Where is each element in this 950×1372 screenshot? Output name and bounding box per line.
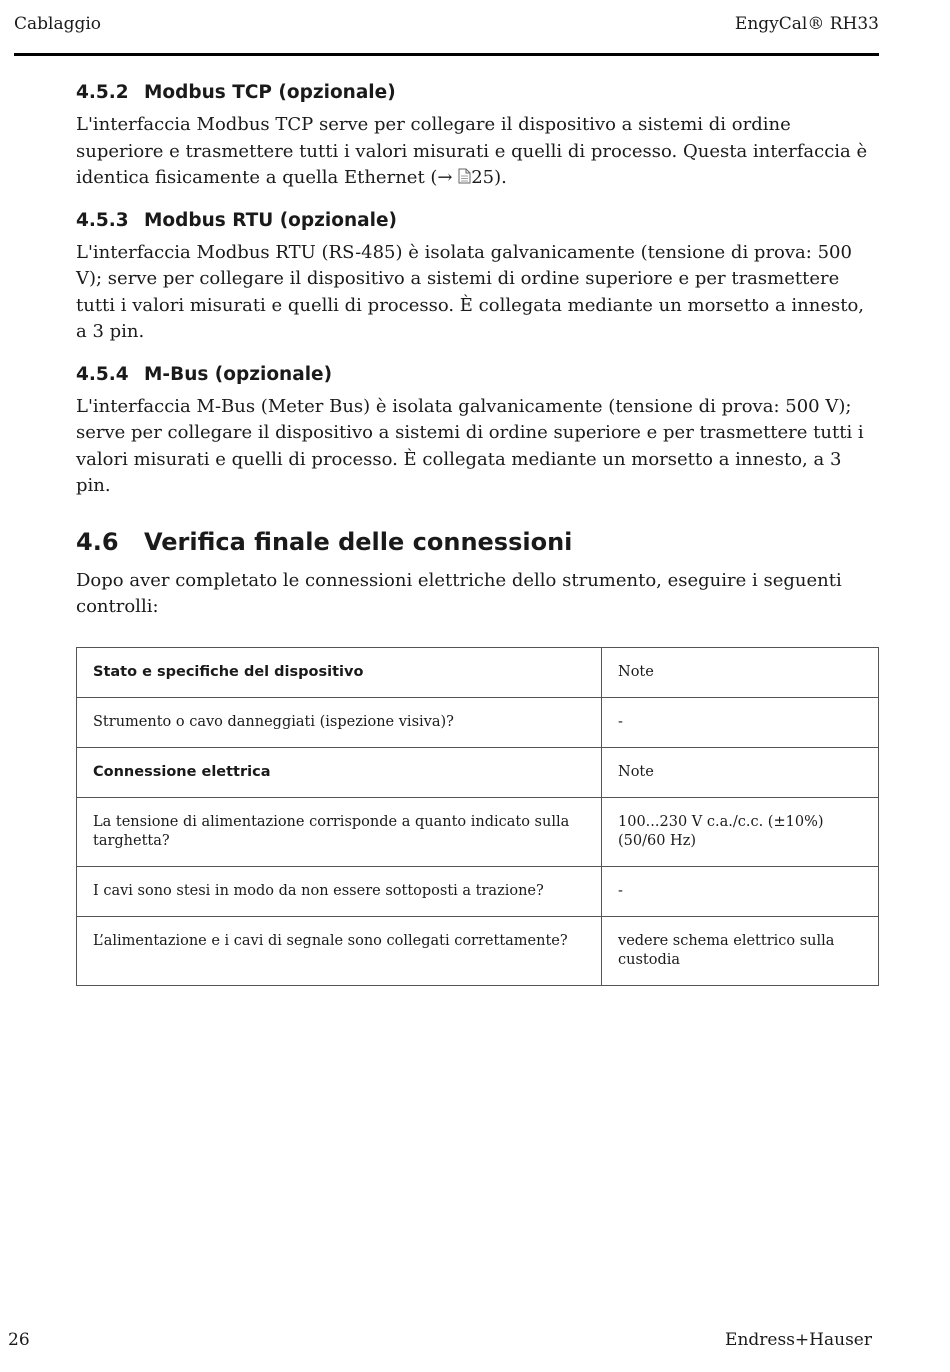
table-row: [77, 916, 879, 985]
checklist-table: [76, 647, 879, 986]
table-row: [77, 797, 879, 866]
document-icon[interactable]: [458, 169, 471, 187]
section-heading-4-5-4: [76, 364, 879, 385]
section-title: Modbus RTU (opzionale): [144, 209, 397, 231]
page-number: 26: [8, 1330, 30, 1350]
table-cell: Stato e specifiche del dispositivo: [77, 647, 602, 697]
page-reference[interactable]: 25).: [471, 167, 507, 188]
table-row: [77, 697, 879, 747]
table-cell: L’alimentazione e i cavi di segnale sono collegati correttamente?: [77, 916, 602, 985]
footer-brand: Endress+Hauser: [725, 1330, 872, 1350]
table-cell: 100...230 V c.a./c.c. (±10%) (50/60 Hz): [602, 797, 879, 866]
page-content: [76, 82, 879, 986]
section-heading-4-5-3: [76, 210, 879, 231]
section-heading-4-6: [76, 528, 879, 556]
table-cell: vedere schema elettrico sulla custodia: [602, 916, 879, 985]
table-cell: La tensione di alimentazione corrisponde a quanto indicato sulla targhetta?: [77, 797, 602, 866]
table-cell: Note: [602, 747, 879, 797]
table-header-row: [77, 747, 879, 797]
table-cell: Strumento o cavo danneggiati (ispezione visiva)?: [77, 697, 602, 747]
section-paragraph: [76, 112, 879, 192]
page-header: [14, 14, 879, 42]
header-chapter: Cablaggio: [14, 14, 102, 34]
table-row: [77, 866, 879, 916]
table-cell: Connessione elettrica: [77, 747, 602, 797]
section-title: M-Bus (opzionale): [144, 363, 333, 385]
table-cell: -: [602, 866, 879, 916]
header-product: EngyCal® RH33: [734, 14, 879, 34]
header-rule: [14, 53, 879, 56]
section-number: 4.6: [76, 527, 119, 556]
section-number: 4.5.3: [76, 209, 129, 231]
section-paragraph: L'interfaccia Modbus RTU (RS-485) è isolata galvanicamente (tensione di prova: 500 V); serve per collegare il dispositivo a sistemi di ordine superiore e per trasmettere tutti i valori misurati e quelli di processo. È collegata mediante un morsetto a innesto, a 3 pin.: [76, 241, 865, 342]
table-cell: Note: [602, 647, 879, 697]
section-title: Modbus TCP (opzionale): [144, 82, 396, 103]
section-number: 4.5.2: [76, 82, 129, 103]
table-cell: I cavi sono stesi in modo da non essere sottoposti a trazione?: [77, 866, 602, 916]
section-heading-4-5-2: [76, 82, 879, 103]
table-header-row: [77, 647, 879, 697]
section-number: 4.5.4: [76, 363, 129, 385]
section-intro: Dopo aver completato le connessioni elettriche dello strumento, eseguire i seguenti controlli:: [76, 569, 842, 617]
section-paragraph: L'interfaccia M-Bus (Meter Bus) è isolata galvanicamente (tensione di prova: 500 V); serve per collegare il dispositivo a sistemi di ordine superiore e per trasmettere tutti i valori misurati e quelli di processo. È collegata mediante un morsetto a innesto, a 3 pin.: [76, 395, 864, 496]
table-cell: -: [602, 697, 879, 747]
paragraph-text: L'interfaccia Modbus TCP serve per collegare il dispositivo a sistemi di ordine superiore e trasmettere tutti i valori misurati e quelli di processo. Questa interfaccia è identica fisicamente a quella Ethernet (→: [76, 114, 868, 188]
section-title: Verifica finale delle connessioni: [144, 527, 573, 556]
